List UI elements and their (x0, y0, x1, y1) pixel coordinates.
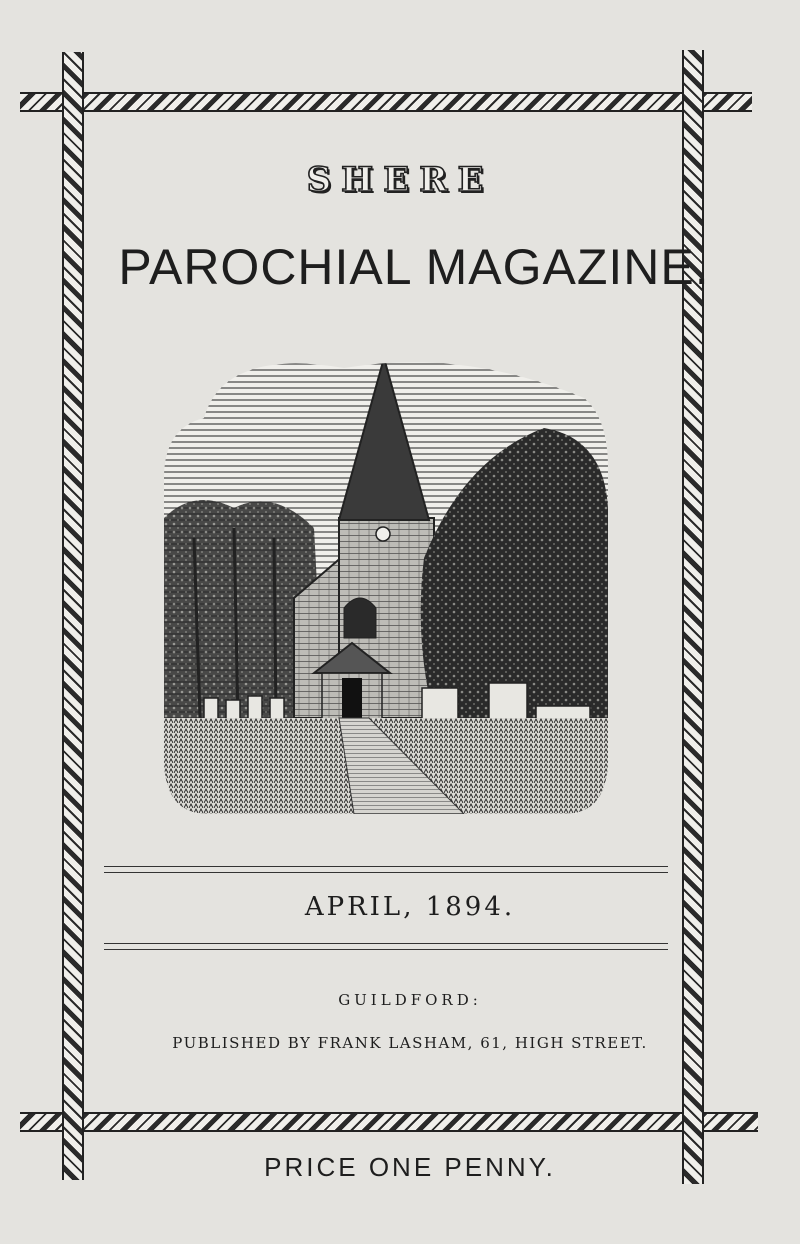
lower-rule (104, 943, 668, 950)
church-engraving (164, 338, 608, 814)
issue-date: APRIL, 1894. (304, 892, 516, 922)
top-chain-border (20, 92, 752, 112)
price-line: PRICE ONE PENNY. (264, 1152, 556, 1182)
page-title: PAROCHIAL MAGAZINE. (118, 239, 710, 295)
bottom-chain-border (20, 1112, 758, 1132)
publisher-line: PUBLISHED BY FRANK LASHAM, 61, HIGH STREET. (172, 1034, 648, 1052)
title-shere: SHERE (306, 160, 494, 200)
upper-rule (104, 866, 668, 873)
right-chain-border (682, 50, 704, 1184)
publication-place: GUILDFORD: (338, 991, 482, 1009)
left-chain-border (62, 52, 84, 1180)
